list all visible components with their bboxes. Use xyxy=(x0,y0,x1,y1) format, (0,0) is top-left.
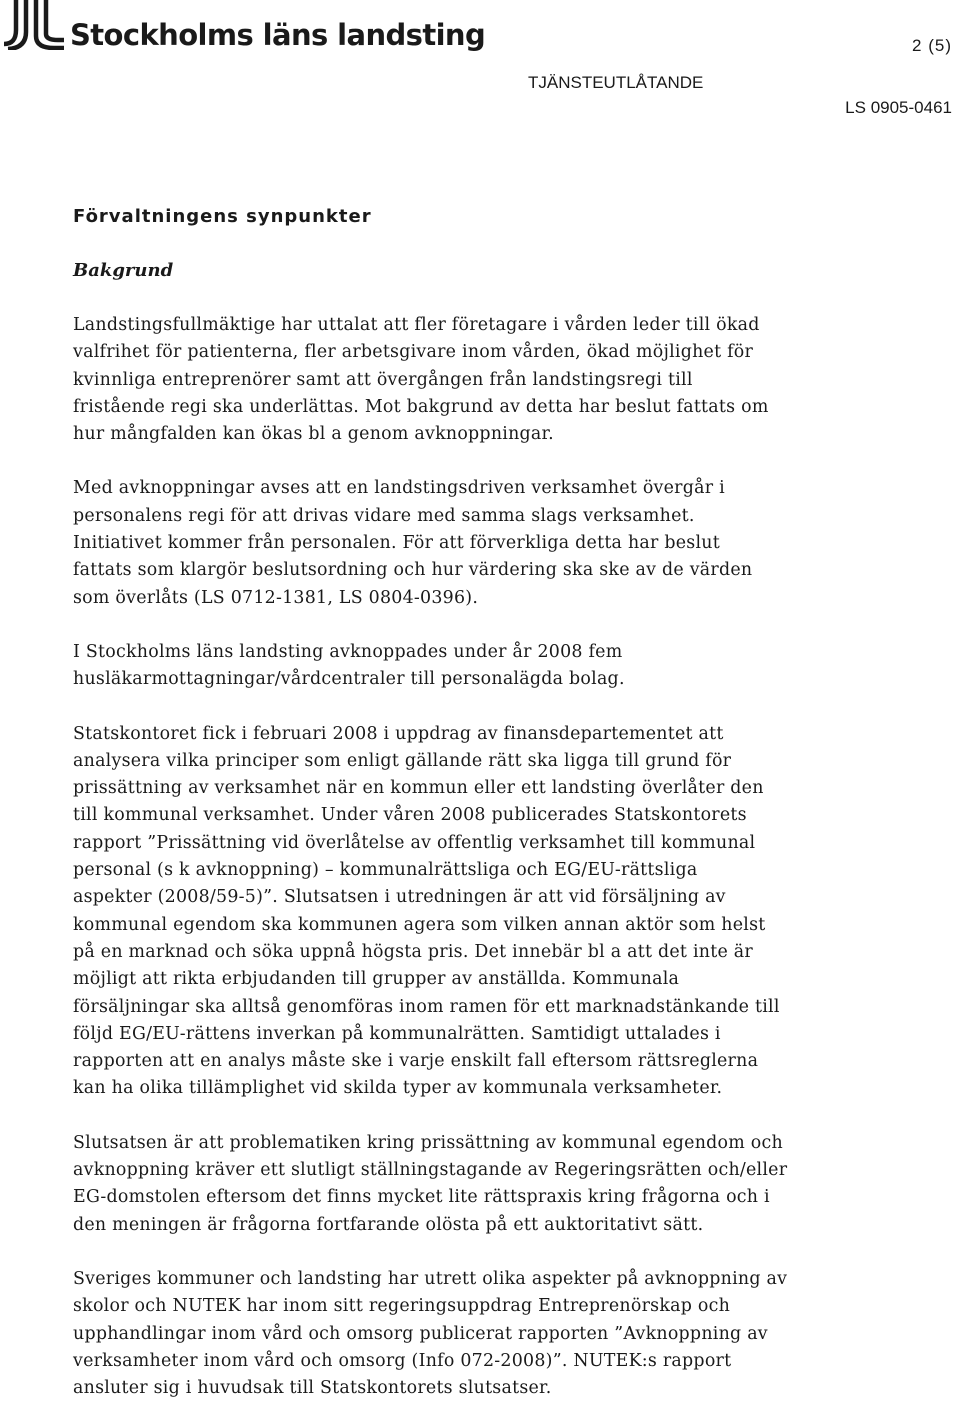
paragraph-line: följd EG/EU-rättens inverkan på kommunalrätten. Samtidigt uttalades i xyxy=(73,1023,721,1044)
paragraph-line: personalens regi för att drivas vidare med samma slags verksamhet. xyxy=(73,505,695,526)
paragraph-line: valfrihet för patienterna, fler arbetsgivare inom vården, ökad möjlighet för xyxy=(73,342,754,363)
paragraph-line: till kommunal verksamhet. Under våren 2008 publicerades Statskontorets xyxy=(73,805,747,826)
paragraph-line: Slutsatsen är att problematiken kring prissättning av kommunal egendom och xyxy=(73,1132,783,1153)
paragraph-line: rapport ”Prissättning vid överlåtelse av offentlig verksamhet till kommunal xyxy=(73,832,756,853)
paragraph-line: Landstingsfullmäktige har uttalat att fler företagare i vården leder till ökad xyxy=(73,315,760,335)
paragraph-line: upphandlingar inom vård och omsorg publicerat rapporten ”Avknoppning av xyxy=(73,1323,768,1344)
paragraph-line: fristående regi ska underlättas. Mot bakgrund av detta har beslut fattats om xyxy=(73,396,769,417)
document-reference: LS 0905-0461 xyxy=(845,98,952,117)
paragraph-line: aspekter (2008/59-5)”. Slutsatsen i utredningen är att vid försäljning av xyxy=(73,887,726,908)
paragraph-line: I Stockholms läns landsting avknoppades under år 2008 fem xyxy=(73,641,623,662)
paragraph-line: skolor och NUTEK har inom sitt regeringsuppdrag Entreprenörskap och xyxy=(73,1296,731,1317)
paragraphs xyxy=(73,312,863,1402)
paragraph-line: personal (s k avknoppning) – kommunalrättsliga och EG/EU-rättsliga xyxy=(73,860,698,881)
paragraph xyxy=(73,312,863,448)
sub-heading: Bakgrund xyxy=(73,260,174,281)
paragraph-line: EG-domstolen eftersom det finns mycket lite rättspraxis kring frågorna och i xyxy=(73,1187,770,1208)
document-type: TJÄNSTEUTLÅTANDE xyxy=(528,73,704,92)
paragraph-line: försäljningar ska alltså genomföras inom ramen för ett marknadstänkande till xyxy=(73,996,780,1017)
paragraph-line: verksamheter inom vård och omsorg (Info 072-2008)”. NUTEK:s rapport xyxy=(73,1350,732,1371)
paragraph-line: analysera vilka principer som enligt gällande rätt ska ligga till grund för xyxy=(73,750,732,771)
paragraph-line: fattats som klargör beslutsordning och hur värdering ska ske av de värden xyxy=(73,560,753,581)
paragraph-line: kvinnliga entreprenörer samt att övergången från landstingsregi till xyxy=(73,369,693,390)
paragraph-line: ansluter sig i huvudsak till Statskontorets slutsatser. xyxy=(73,1378,552,1399)
paragraph-line: kommunal egendom ska kommunen agera som vilken annan aktör som helst xyxy=(73,914,766,935)
section-heading: Förvaltningens synpunkter xyxy=(73,206,372,227)
paragraph-line: husläkarmottagningar/vårdcentraler till personalägda bolag. xyxy=(73,669,625,690)
paragraph-line: rapporten att en analys måste ske i varje enskilt fall eftersom rättsreglerna xyxy=(73,1051,759,1072)
paragraph-line: prissättning av verksamhet när en kommun eller ett landsting överlåter den xyxy=(73,778,764,799)
paragraph-line: Statskontoret fick i februari 2008 i uppdrag av finansdepartementet att xyxy=(73,723,724,744)
paragraph xyxy=(73,639,863,694)
paragraph xyxy=(73,1266,863,1402)
paragraph xyxy=(73,1130,863,1239)
paragraph-line: på en marknad och söka uppnå högsta pris. Det innebär bl a att det inte är xyxy=(73,941,753,962)
landsting-logo-icon xyxy=(2,0,64,50)
document-body xyxy=(73,200,863,1402)
paragraph-line: Initiativet kommer från personalen. För att förverkliga detta har beslut xyxy=(73,533,720,554)
paragraph-line: som överlåts (LS 0712-1381, LS 0804-0396). xyxy=(73,587,479,608)
paragraph-line: hur mångfalden kan ökas bl a genom avknoppningar. xyxy=(73,424,554,445)
paragraph-line: Sveriges kommuner och landsting har utrett olika aspekter på avknoppning av xyxy=(73,1268,788,1289)
page-number: 2 (5) xyxy=(912,36,952,55)
paragraph-line: den meningen är frågorna fortfarande olösta på ett auktoritativt sätt. xyxy=(73,1214,704,1235)
paragraph xyxy=(73,721,863,1103)
paragraph-line: kan ha olika tillämplighet vid skilda typer av kommunala verksamheter. xyxy=(73,1078,723,1099)
paragraph-line: möjligt att rikta erbjudanden till grupper av anställda. Kommunala xyxy=(73,969,680,990)
paragraph xyxy=(73,475,863,611)
paragraph-line: Med avknoppningar avses att en landstingsdriven verksamhet övergår i xyxy=(73,478,725,499)
logo-text: Stockholms läns landsting xyxy=(70,18,486,52)
paragraph-line: avknoppning kräver ett slutligt ställningstagande av Regeringsrätten och/eller xyxy=(73,1160,788,1181)
